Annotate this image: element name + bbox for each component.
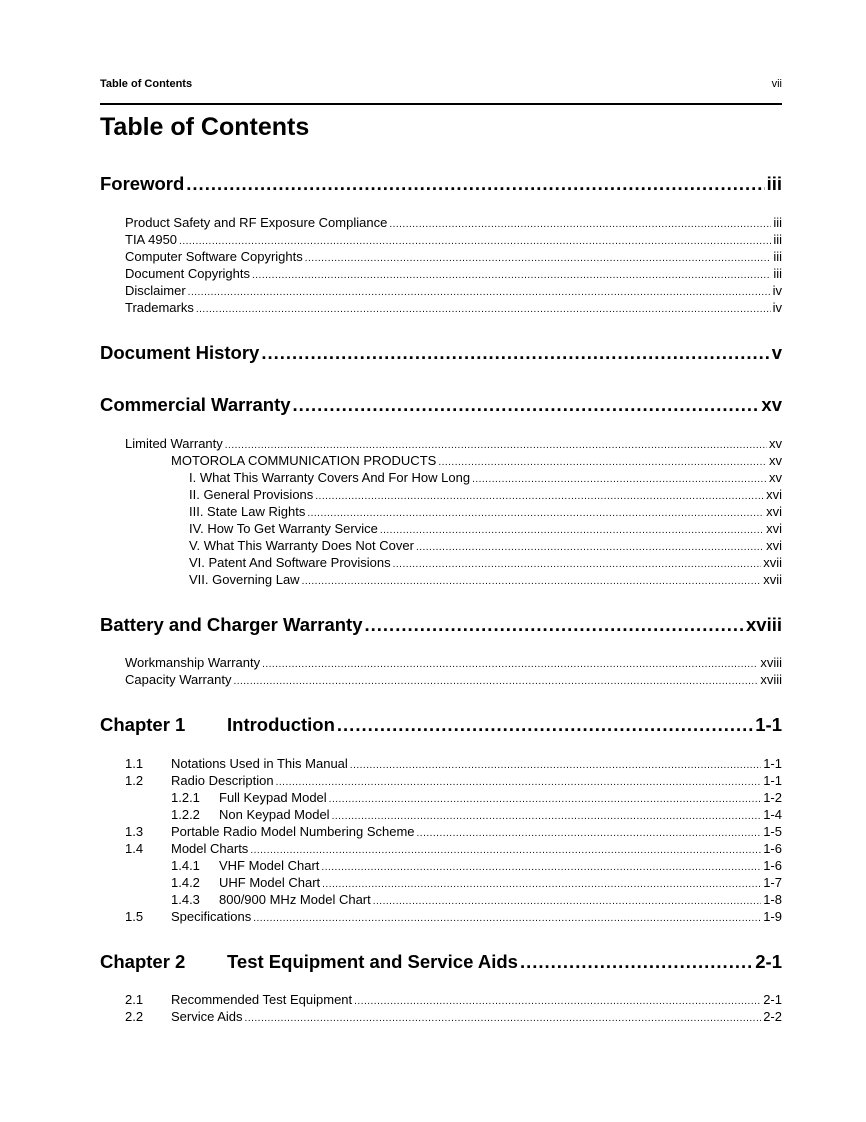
toc-entry[interactable]: Product Safety and RF Exposure Compliance ..... iii: [125, 215, 782, 231]
page-title: Table of Contents: [100, 113, 310, 141]
section-page: v: [771, 342, 782, 363]
toc-entry[interactable]: Limited Warranty ..... xv: [125, 436, 782, 452]
toc-entry[interactable]: Trademarks ..... iv: [125, 300, 782, 316]
toc-entry[interactable]: 1.4.2 UHF Model Chart ..... 1-7: [171, 875, 782, 891]
toc-entry[interactable]: TIA 4950 ..... iii: [125, 232, 782, 248]
section-page: xviii: [746, 614, 782, 635]
toc-entry[interactable]: V. What This Warranty Does Not Cover ..... xvi: [189, 538, 782, 554]
toc-entry[interactable]: VI. Patent And Software Provisions ..... xvii: [189, 555, 782, 571]
toc-entry[interactable]: 1.2.1 Full Keypad Model ..... 1-2: [171, 790, 782, 806]
section-page: iii: [766, 173, 782, 194]
toc-entry[interactable]: 1.5 Specifications ..... 1-9: [125, 909, 782, 925]
toc-entry[interactable]: I. What This Warranty Covers And For How Long ..... xv: [189, 470, 782, 486]
toc-entry[interactable]: 1.2 Radio Description ..... 1-1: [125, 773, 782, 789]
toc-chapter-2[interactable]: [100, 951, 782, 975]
section-title: Battery and Charger Warranty: [100, 614, 363, 635]
header-title: Table of Contents: [100, 78, 193, 90]
running-header: [100, 78, 782, 94]
toc-entry[interactable]: 1.2.2 Non Keypad Model ..... 1-4: [171, 807, 782, 823]
toc-section-document-history[interactable]: [100, 342, 782, 366]
chapter-page: 1-1: [755, 714, 782, 735]
section-title: Document History: [100, 342, 260, 363]
toc-entry[interactable]: VII. Governing Law ..... xvii: [189, 572, 782, 588]
toc-entry[interactable]: 1.4.3 800/900 MHz Model Chart ..... 1-8: [171, 892, 782, 908]
chapter-page: 2-1: [755, 951, 782, 972]
toc-entry[interactable]: Capacity Warranty ..... xviii: [125, 672, 782, 688]
toc-entry[interactable]: 1.4 Model Charts ..... 1-6: [125, 841, 782, 857]
toc-entry[interactable]: 1.1 Notations Used in This Manual ..... 1-1: [125, 756, 782, 772]
toc-section-battery-warranty[interactable]: [100, 614, 782, 638]
section-title: Commercial Warranty: [100, 394, 291, 415]
toc-entry[interactable]: 1.3 Portable Radio Model Numbering Scheme ..... 1-5: [125, 824, 782, 840]
toc-entry[interactable]: 1.4.1 VHF Model Chart ..... 1-6: [171, 858, 782, 874]
toc-entry[interactable]: 2.2 Service Aids ..... 2-2: [125, 1009, 782, 1025]
toc-section-foreword[interactable]: [100, 173, 782, 197]
toc-entry[interactable]: MOTOROLA COMMUNICATION PRODUCTS ..... xv: [171, 453, 782, 469]
toc-chapter-1[interactable]: [100, 714, 782, 738]
header-page-number: vii: [771, 78, 782, 90]
toc-entry[interactable]: III. State Law Rights ..... xvi: [189, 504, 782, 520]
section-title: Foreword: [100, 173, 185, 194]
toc-entry[interactable]: II. General Provisions ..... xvi: [189, 487, 782, 503]
toc-entry[interactable]: 2.1 Recommended Test Equipment ..... 2-1: [125, 992, 782, 1008]
header-rule: [100, 103, 782, 105]
toc-section-commercial-warranty[interactable]: [100, 394, 782, 418]
chapter-title: Test Equipment and Service Aids: [227, 951, 518, 972]
toc-entry[interactable]: IV. How To Get Warranty Service ..... xvi: [189, 521, 782, 537]
chapter-title: Introduction: [227, 714, 335, 735]
section-page: xv: [761, 394, 782, 415]
toc-entry[interactable]: Workmanship Warranty ..... xviii: [125, 655, 782, 671]
toc-entry[interactable]: Document Copyrights ..... iii: [125, 266, 782, 282]
toc-entry[interactable]: Disclaimer ..... iv: [125, 283, 782, 299]
chapter-number: Chapter 2: [100, 951, 186, 972]
chapter-number: Chapter 1: [100, 714, 186, 735]
toc-entry[interactable]: Computer Software Copyrights ..... iii: [125, 249, 782, 265]
